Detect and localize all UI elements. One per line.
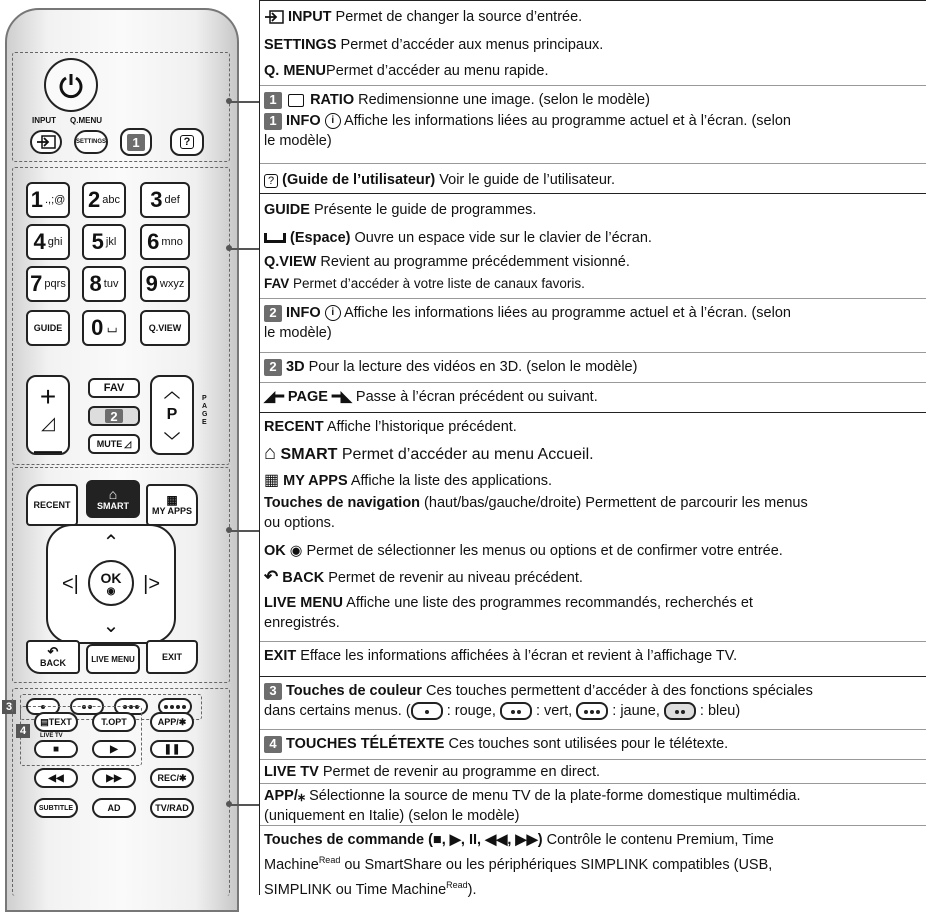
zero-space-button[interactable] [82, 310, 126, 346]
nav-down-icon: ⌄ [102, 615, 120, 637]
myapps-text: Affiche la liste des applications. [347, 473, 553, 489]
ok-dot-icon: ◉ [289, 543, 303, 559]
info-badge-1: 1 [264, 113, 282, 130]
page-key: PAGE [287, 389, 328, 405]
nav-right-icon: |> [143, 572, 160, 595]
cmd-text-e: ). [467, 881, 477, 898]
info-icon: i [325, 305, 341, 321]
recent-key: RECENT [264, 419, 324, 435]
row-livetv [260, 759, 926, 782]
back-arrow-icon: ↶ [264, 567, 279, 586]
ok-label: OK [100, 569, 122, 586]
smart-key: SMART [280, 446, 338, 463]
stop-icon: ■ [52, 743, 60, 755]
tt-badge: 4 [264, 736, 282, 753]
color-badge: 3 [264, 683, 282, 700]
connector-1 [228, 101, 259, 103]
livetv-key: LIVE TV [264, 764, 319, 780]
row-info-2 [260, 298, 926, 343]
back-key: BACK [282, 570, 325, 586]
info-key-1: INFO [286, 113, 321, 129]
ok-dot-icon: ◉ [106, 585, 116, 597]
chevron-up-icon: ︿ [163, 384, 180, 401]
row-3d [260, 352, 926, 377]
ad-button[interactable]: AD [92, 798, 136, 818]
back-text: Permet de revenir au niveau précédent. [324, 570, 583, 586]
qmenu-label: Q.MENU [70, 116, 102, 125]
ratio-info-button[interactable] [120, 128, 152, 156]
row-input [260, 7, 926, 27]
row-info-1 [260, 111, 926, 151]
yellow-text: : jaune, [608, 703, 664, 719]
digit: 8 [89, 271, 102, 296]
cmd-sup: Read [318, 855, 341, 865]
nav-left-icon: <| [62, 572, 79, 595]
badge-4: 4 [16, 724, 30, 738]
p-label: P [166, 406, 178, 423]
red-text: : rouge, [442, 703, 500, 719]
letters: tuv [103, 278, 119, 290]
letters: ghi [47, 236, 63, 248]
number-button-4[interactable] [26, 224, 70, 260]
row-settings [260, 35, 926, 55]
text-label: TEXT [48, 717, 72, 727]
ok-text: Permet de sélectionner les menus ou options et de confirmer votre entrée. [306, 543, 783, 559]
number-button-7[interactable] [26, 266, 70, 302]
row-teletext [260, 729, 926, 754]
digit: 7 [30, 271, 43, 296]
number-button-2[interactable] [82, 182, 126, 218]
user-guide-key: (Guide de l’utilisateur) [282, 172, 436, 188]
row-user-guide [260, 163, 926, 191]
nav-up-icon: ⌃ [102, 532, 120, 554]
myapps-key: MY APPS [283, 473, 348, 489]
cmd-text-c: ou SmartShare ou les périphériques SIMPLINK compatibles (USB, [340, 856, 773, 873]
badge-2: 2 [105, 409, 123, 423]
number-button-9[interactable] [140, 266, 190, 302]
livemenu-text-a: Affiche une liste des programmes recommandés, recherchés et [342, 595, 753, 611]
rewind-icon: ◀◀ [48, 772, 64, 784]
exit-key: EXIT [264, 648, 297, 664]
back-button[interactable] [26, 640, 80, 674]
volume-up-icon: + [39, 381, 57, 412]
row-myapps [260, 471, 926, 491]
row-app [260, 783, 926, 826]
connector-2 [228, 248, 259, 250]
badge-1: 1 [127, 134, 145, 151]
home-icon: ⌂ [108, 486, 118, 502]
ratio-key: RATIO [310, 92, 355, 108]
ratio-text: Redimensionne une image. (selon le modèle) [354, 92, 650, 108]
row-qview [260, 252, 926, 272]
info-icon: i [325, 113, 341, 129]
letters: wxyz [159, 278, 185, 290]
row-colors [260, 681, 926, 721]
cmd-key: Touches de commande [264, 832, 425, 848]
digit: 1 [30, 187, 43, 212]
zero-digit: 0 [91, 315, 104, 340]
help-icon: ? [180, 135, 195, 149]
play-icon: ▶ [110, 743, 118, 755]
digit: 6 [147, 229, 160, 254]
page-text: Passe à l’écran précédent ou suivant. [355, 389, 598, 405]
section-4 [260, 677, 926, 907]
smart-label: SMART [97, 501, 129, 511]
livemenu-text-b: enregistrés. [264, 615, 340, 631]
info-text-1b: le modèle) [264, 133, 332, 149]
ratio-icon [288, 94, 304, 107]
qmenu-key: Q. MENU [264, 63, 327, 79]
number-button-8[interactable] [82, 266, 126, 302]
topt-button[interactable]: T.OPT [92, 712, 136, 732]
info-key-2: INFO [286, 305, 321, 321]
guide-button[interactable]: GUIDE [26, 310, 70, 346]
row-back [260, 567, 926, 588]
settings-text: Permet d’accéder aux menus principaux. [336, 37, 604, 53]
row-ratio [260, 85, 926, 110]
qmenu-text: Permet d’accéder au menu rapide. [326, 63, 549, 79]
recent-button[interactable]: RECENT [26, 484, 78, 526]
volume-icon: ◿ [41, 413, 55, 433]
input-button[interactable] [30, 130, 62, 154]
fav-key: FAV [264, 276, 290, 291]
letters: def [164, 194, 180, 206]
livetv-label: LIVE TV [40, 733, 63, 739]
yellow-key-icon [576, 702, 608, 720]
nav-key: Touches de navigation [264, 495, 421, 511]
app-key: APP/⁎ [264, 788, 306, 804]
row-smart [260, 443, 926, 465]
letters: abc [102, 194, 120, 206]
cmd-text-a: Contrôle le contenu Premium, Time [542, 832, 774, 848]
nav-text-a: (haut/bas/gauche/droite) Permettent de parcourir les menus [420, 495, 808, 511]
space-key: (Espace) [290, 230, 351, 246]
row-ok [260, 541, 926, 561]
nav-text-b: ou options. [264, 515, 335, 531]
blue-text: : bleu) [695, 703, 741, 719]
apps-grid-icon: ▦ [264, 472, 280, 489]
letters: jkl [105, 236, 117, 248]
page-right-icon: ━◣ [331, 389, 352, 405]
zone-bottom [12, 688, 230, 896]
livetv-text: Permet de revenir au programme en direct. [318, 764, 601, 780]
d3-badge: 2 [264, 359, 282, 376]
forward-icon: ▶▶ [106, 772, 122, 784]
space-icon [264, 233, 286, 243]
ratio-badge: 1 [264, 92, 282, 109]
volume-rocker[interactable] [26, 375, 70, 465]
number-button-6[interactable] [140, 224, 190, 260]
user-guide-text: Voir le guide de l’utilisateur. [435, 172, 615, 188]
input-icon [264, 10, 284, 24]
btn-2-3d[interactable] [88, 406, 140, 426]
cmd-sup-2: Read [446, 879, 468, 890]
letters: pqrs [44, 278, 66, 290]
cmd-text-d: SIMPLINK ou Time Machine [264, 881, 447, 898]
smart-text: Permet d’accéder au menu Accueil. [337, 446, 594, 463]
row-livemenu [260, 593, 926, 633]
number-button-3[interactable] [140, 182, 190, 218]
tt-text: Ces touches sont utilisées pour le télétexte. [444, 736, 729, 752]
exit-text: Efface les informations affichées à l’écran et revient à l’affichage TV. [296, 648, 738, 664]
tt-key: TOUCHES TÉLÉTEXTE [286, 736, 445, 752]
remote-illustration [0, 0, 240, 895]
input-icon [36, 135, 56, 149]
row-exit [260, 641, 926, 666]
row-page [260, 382, 926, 407]
info-text-2a: Affiche les informations liées au programme actuel et à l’écran. (selon [343, 305, 791, 321]
livemenu-key: LIVE MENU [264, 595, 343, 611]
input-label: INPUT [32, 116, 56, 125]
fav-text: Permet d’accéder à votre liste de canaux favoris. [289, 276, 585, 291]
home-icon: ⌂ [264, 442, 277, 464]
row-commands [260, 825, 926, 900]
info-text-2b: le modèle) [264, 325, 332, 341]
ok-button[interactable] [88, 560, 134, 606]
connector-dot-3 [226, 527, 232, 533]
connector-4 [228, 804, 259, 806]
channel-rocker[interactable] [150, 375, 194, 455]
help-icon: ? [264, 174, 278, 188]
rec-button[interactable]: REC/✱ [150, 768, 194, 788]
digit: 5 [91, 229, 104, 254]
volume-down-icon: — [34, 434, 62, 465]
smart-button[interactable] [86, 480, 140, 518]
d3-text: Pour la lecture des vidéos en 3D. (selon le modèle) [304, 359, 638, 375]
description-table [259, 0, 926, 898]
chevron-down-icon: ﹀ [163, 433, 180, 450]
user-guide-button[interactable] [170, 128, 204, 156]
section-3 [260, 413, 926, 677]
apps-grid-icon: ▦ [166, 493, 178, 507]
digit: 3 [150, 187, 163, 212]
tvrad-button[interactable]: TV/RAD [150, 798, 194, 818]
exit-button[interactable]: EXIT [146, 640, 198, 674]
row-qmenu [260, 61, 926, 81]
green-key-icon [500, 702, 532, 720]
mute-label: MUTE [96, 439, 123, 449]
color-text-a: Ces touches permettent d’accéder à des fonctions spéciales [421, 683, 813, 699]
section-2 [260, 194, 926, 413]
cmd-symbols: (■, ▶, II, ◀◀, ▶▶) [424, 832, 543, 848]
connector-dot-4 [226, 801, 232, 807]
row-fav [260, 274, 926, 294]
row-navigation [260, 493, 926, 533]
mute-button[interactable] [88, 434, 140, 454]
digit: 2 [88, 187, 101, 212]
connector-dot-2 [226, 245, 232, 251]
app-button[interactable]: APP/✱ [150, 712, 194, 732]
mute-icon: ◿ [124, 438, 132, 449]
letters: mno [161, 236, 183, 248]
app-text-a: Sélectionne la source de menu TV de la plate-forme domestique multimédia. [305, 788, 801, 804]
myapps-button[interactable] [146, 484, 198, 526]
digit: 9 [145, 271, 158, 296]
subtitle-button[interactable]: SUBTITLE [34, 798, 78, 818]
page-label: PAGE [202, 395, 208, 426]
qview-button[interactable]: Q.VIEW [140, 310, 190, 346]
livemenu-button[interactable]: LIVE MENU [86, 644, 140, 674]
badge-3: 3 [2, 700, 16, 714]
settings-button[interactable]: SETTINGS [74, 130, 108, 154]
space-icon: ⌴ [107, 320, 117, 335]
connector-3 [228, 530, 259, 532]
row-recent [260, 417, 926, 437]
input-text: Permet de changer la source d’entrée. [331, 9, 583, 25]
ok-key: OK [264, 543, 286, 559]
color-text-b: dans certains menus. ( [264, 703, 411, 719]
back-label: BACK [40, 658, 66, 668]
row-guide [260, 200, 926, 220]
space-text: Ouvre un espace vide sur le clavier de l’écran. [350, 230, 652, 246]
number-button-1[interactable] [26, 182, 70, 218]
settings-key: SETTINGS [264, 37, 337, 53]
cmd-text-b: Machine [264, 856, 319, 873]
letters: .,;@ [44, 194, 66, 206]
app-text-b: (uniquement en Italie) (selon le modèle) [264, 808, 520, 824]
row-space [260, 228, 926, 248]
back-arrow-icon: ↶ [47, 644, 59, 659]
number-button-5[interactable] [82, 224, 126, 260]
section-1 [260, 0, 926, 194]
recent-text: Affiche l’historique précédent. [323, 419, 517, 435]
green-text: : vert, [531, 703, 577, 719]
digit: 4 [33, 229, 46, 254]
color-key: Touches de couleur [286, 683, 422, 699]
guide-key: GUIDE [264, 202, 310, 218]
red-key-icon [411, 702, 443, 720]
fav-button[interactable]: FAV [88, 378, 140, 398]
power-button[interactable] [44, 58, 98, 112]
qview-key: Q.VIEW [264, 254, 317, 270]
d3-key: 3D [286, 359, 305, 375]
myapps-label: MY APPS [151, 506, 192, 516]
teletext-icon: ▤ [40, 716, 49, 727]
qview-text: Revient au programme précédemment visionné. [316, 254, 630, 270]
info-badge-2: 2 [264, 305, 282, 322]
page-left-icon: ◢━ [264, 389, 284, 405]
blue-key-icon [664, 702, 696, 720]
power-icon [56, 70, 86, 100]
info-text-1a: Affiche les informations liées au programme actuel et à l’écran. (selon [343, 113, 791, 129]
guide-text: Présente le guide de programmes. [309, 202, 537, 218]
input-key: INPUT [288, 9, 332, 25]
connector-dot-1 [226, 98, 232, 104]
pause-icon: ❚❚ [163, 743, 181, 755]
